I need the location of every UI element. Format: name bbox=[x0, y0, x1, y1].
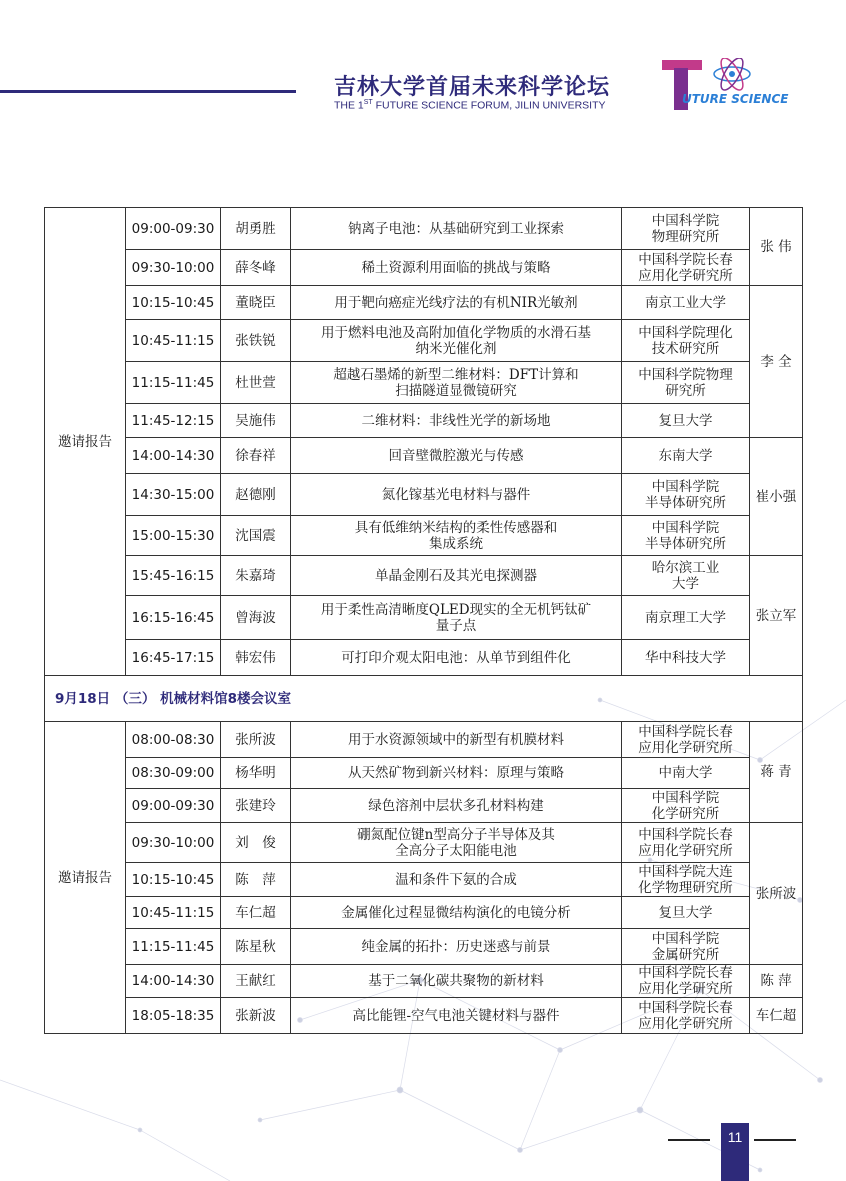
talk-title: 用于靶向癌症光线疗法的有机NIR光敏剂 bbox=[291, 286, 622, 320]
footer-rule-left bbox=[668, 1139, 710, 1141]
time-slot: 10:15-10:45 bbox=[126, 863, 221, 897]
time-slot: 08:00-08:30 bbox=[126, 722, 221, 758]
footer-rule-right bbox=[754, 1139, 796, 1141]
speaker-name: 徐春祥 bbox=[221, 438, 291, 474]
institution: 中国科学院大连 化学物理研究所 bbox=[622, 863, 750, 897]
institution: 中国科学院 半导体研究所 bbox=[622, 516, 750, 556]
talk-title: 基于二氧化碳共聚物的新材料 bbox=[291, 965, 622, 998]
institution: 东南大学 bbox=[622, 438, 750, 474]
section2-category: 邀请报告 bbox=[45, 722, 126, 1034]
session-host: 李 全 bbox=[750, 286, 803, 438]
time-slot: 15:45-16:15 bbox=[126, 556, 221, 596]
day-header: 9月18日 （三） 机械材料馆8楼会议室 bbox=[45, 676, 803, 722]
talk-title: 纯金属的拓扑：历史迷惑与前景 bbox=[291, 929, 622, 965]
institution: 中国科学院 物理研究所 bbox=[622, 208, 750, 250]
speaker-name: 薛冬峰 bbox=[221, 250, 291, 286]
schedule-row bbox=[45, 556, 803, 596]
institution: 复旦大学 bbox=[622, 897, 750, 929]
logo-text: UTURE SCIENCE bbox=[682, 92, 789, 106]
schedule-row bbox=[45, 722, 803, 758]
schedule-row bbox=[45, 929, 803, 965]
institution: 哈尔滨工业 大学 bbox=[622, 556, 750, 596]
time-slot: 14:00-14:30 bbox=[126, 438, 221, 474]
schedule-row bbox=[45, 438, 803, 474]
time-slot: 16:45-17:15 bbox=[126, 640, 221, 676]
talk-title: 用于水资源领域中的新型有机膜材料 bbox=[291, 722, 622, 758]
schedule-row bbox=[45, 208, 803, 250]
time-slot: 10:45-11:15 bbox=[126, 320, 221, 362]
time-slot: 09:30-10:00 bbox=[126, 823, 221, 863]
talk-title: 从天然矿物到新兴材料：原理与策略 bbox=[291, 758, 622, 789]
time-slot: 11:15-11:45 bbox=[126, 929, 221, 965]
session-host: 陈 萍 bbox=[750, 965, 803, 998]
talk-title: 可打印介观太阳电池：从单节到组件化 bbox=[291, 640, 622, 676]
institution: 中国科学院长春 应用化学研究所 bbox=[622, 823, 750, 863]
speaker-name: 杨华明 bbox=[221, 758, 291, 789]
schedule-row bbox=[45, 789, 803, 823]
speaker-name: 张建玲 bbox=[221, 789, 291, 823]
schedule-row bbox=[45, 474, 803, 516]
institution: 中国科学院 化学研究所 bbox=[622, 789, 750, 823]
schedule-row bbox=[45, 998, 803, 1034]
header-rule bbox=[0, 90, 296, 93]
schedule-row bbox=[45, 897, 803, 929]
schedule-row bbox=[45, 823, 803, 863]
institution: 中国科学院 半导体研究所 bbox=[622, 474, 750, 516]
speaker-name: 赵德刚 bbox=[221, 474, 291, 516]
talk-title: 温和条件下氨的合成 bbox=[291, 863, 622, 897]
institution: 中国科学院物理 研究所 bbox=[622, 362, 750, 404]
time-slot: 09:00-09:30 bbox=[126, 208, 221, 250]
session-host: 崔小强 bbox=[750, 438, 803, 556]
session-host: 车仁超 bbox=[750, 998, 803, 1034]
talk-title: 氮化镓基光电材料与器件 bbox=[291, 474, 622, 516]
talk-title: 高比能锂-空气电池关键材料与器件 bbox=[291, 998, 622, 1034]
speaker-name: 胡勇胜 bbox=[221, 208, 291, 250]
schedule-row bbox=[45, 596, 803, 640]
time-slot: 14:30-15:00 bbox=[126, 474, 221, 516]
speaker-name: 董晓臣 bbox=[221, 286, 291, 320]
session-host: 蒋 青 bbox=[750, 722, 803, 823]
time-slot: 14:00-14:30 bbox=[126, 965, 221, 998]
time-slot: 09:30-10:00 bbox=[126, 250, 221, 286]
talk-title: 硼氮配位键n型高分子半导体及其 全高分子太阳能电池 bbox=[291, 823, 622, 863]
forum-subtitle: THE 1ST FUTURE SCIENCE FORUM, JILIN UNIVERSITY bbox=[334, 99, 606, 112]
institution: 中国科学院长春 应用化学研究所 bbox=[622, 965, 750, 998]
talk-title: 具有低维纳米结构的柔性传感器和 集成系统 bbox=[291, 516, 622, 556]
session-host: 张立军 bbox=[750, 556, 803, 676]
page-number: 11 bbox=[727, 1129, 743, 1145]
speaker-name: 沈国震 bbox=[221, 516, 291, 556]
section1-category: 邀请报告 bbox=[45, 208, 126, 676]
schedule-row bbox=[45, 965, 803, 998]
talk-title: 单晶金刚石及其光电探测器 bbox=[291, 556, 622, 596]
speaker-name: 韩宏伟 bbox=[221, 640, 291, 676]
session-host: 张所波 bbox=[750, 823, 803, 965]
speaker-name: 王献红 bbox=[221, 965, 291, 998]
speaker-name: 张所波 bbox=[221, 722, 291, 758]
time-slot: 09:00-09:30 bbox=[126, 789, 221, 823]
time-slot: 10:45-11:15 bbox=[126, 897, 221, 929]
time-slot: 15:00-15:30 bbox=[126, 516, 221, 556]
institution: 中南大学 bbox=[622, 758, 750, 789]
time-slot: 11:45-12:15 bbox=[126, 404, 221, 438]
speaker-name: 杜世萱 bbox=[221, 362, 291, 404]
institution: 中国科学院长春 应用化学研究所 bbox=[622, 250, 750, 286]
institution: 中国科学院长春 应用化学研究所 bbox=[622, 998, 750, 1034]
schedule-table bbox=[44, 207, 803, 1034]
talk-title: 绿色溶剂中层状多孔材料构建 bbox=[291, 789, 622, 823]
schedule-row bbox=[45, 758, 803, 789]
time-slot: 16:15-16:45 bbox=[126, 596, 221, 640]
talk-title: 二维材料：非线性光学的新场地 bbox=[291, 404, 622, 438]
institution: 中国科学院理化 技术研究所 bbox=[622, 320, 750, 362]
schedule-row bbox=[45, 286, 803, 320]
institution: 中国科学院长春 应用化学研究所 bbox=[622, 722, 750, 758]
schedule-row bbox=[45, 640, 803, 676]
schedule-row bbox=[45, 404, 803, 438]
talk-title: 回音壁微腔激光与传感 bbox=[291, 438, 622, 474]
forum-title: 吉林大学首届未来科学论坛 bbox=[334, 75, 611, 100]
institution: 华中科技大学 bbox=[622, 640, 750, 676]
institution: 南京工业大学 bbox=[622, 286, 750, 320]
schedule-row bbox=[45, 250, 803, 286]
schedule-row bbox=[45, 863, 803, 897]
speaker-name: 车仁超 bbox=[221, 897, 291, 929]
speaker-name: 陈星秋 bbox=[221, 929, 291, 965]
speaker-name: 张铁锐 bbox=[221, 320, 291, 362]
talk-title: 钠离子电池：从基础研究到工业探索 bbox=[291, 208, 622, 250]
institution: 南京理工大学 bbox=[622, 596, 750, 640]
speaker-name: 刘 俊 bbox=[221, 823, 291, 863]
time-slot: 11:15-11:45 bbox=[126, 362, 221, 404]
time-slot: 10:15-10:45 bbox=[126, 286, 221, 320]
speaker-name: 朱嘉琦 bbox=[221, 556, 291, 596]
talk-title: 金属催化过程显微结构演化的电镜分析 bbox=[291, 897, 622, 929]
speaker-name: 张新波 bbox=[221, 998, 291, 1034]
speaker-name: 曾海波 bbox=[221, 596, 291, 640]
speaker-name: 陈 萍 bbox=[221, 863, 291, 897]
talk-title: 超越石墨烯的新型二维材料：DFT计算和 扫描隧道显微镜研究 bbox=[291, 362, 622, 404]
talk-title: 稀土资源利用面临的挑战与策略 bbox=[291, 250, 622, 286]
speaker-name: 吴施伟 bbox=[221, 404, 291, 438]
schedule-row bbox=[45, 320, 803, 362]
schedule-row bbox=[45, 362, 803, 404]
institution: 中国科学院 金属研究所 bbox=[622, 929, 750, 965]
time-slot: 18:05-18:35 bbox=[126, 998, 221, 1034]
session-host: 张 伟 bbox=[750, 208, 803, 286]
day-header-row bbox=[45, 676, 803, 722]
institution: 复旦大学 bbox=[622, 404, 750, 438]
talk-title: 用于柔性高清晰度QLED现实的全无机钙钛矿 量子点 bbox=[291, 596, 622, 640]
time-slot: 08:30-09:00 bbox=[126, 758, 221, 789]
talk-title: 用于燃料电池及高附加值化学物质的水滑石基 纳米光催化剂 bbox=[291, 320, 622, 362]
schedule-row bbox=[45, 516, 803, 556]
